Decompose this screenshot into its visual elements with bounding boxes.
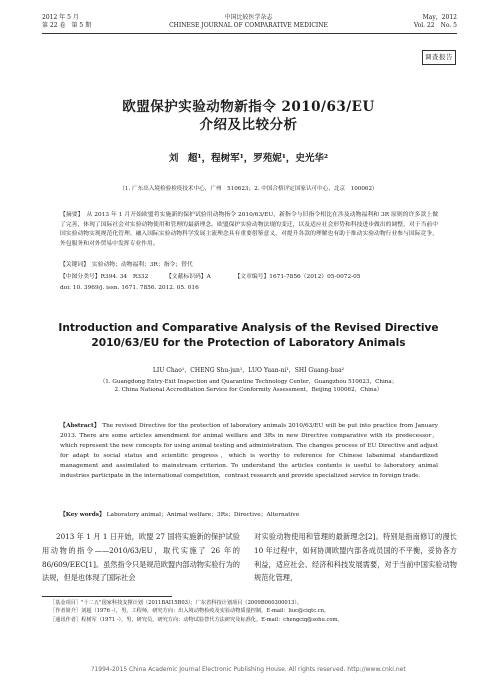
- keywords-cn: 【关键词】 实验动物；动物福利；3R；指令；替代: [60, 262, 193, 268]
- doc-value: A: [206, 274, 211, 280]
- abstract-en-label: 【Abstract】: [60, 423, 101, 429]
- abstract-en: [60, 421, 438, 481]
- footnote-rule: [42, 596, 172, 597]
- title-cn-line1: 欧盟保护实验动物新指令 2010/63/EU: [122, 99, 375, 115]
- affiliation-en-line2: 2. China National Accreditation Service for Conformity Assessment，Beijing 100062，China）: [114, 387, 383, 393]
- footnote-author: ［作者简介］刘超（1976 -），男，工程师，研究方向：出入境动物检疫及实验动物质量控制，E-mail：liuc@ciqtc.cn。: [50, 608, 330, 615]
- report-type-badge: 调查报告: [422, 50, 456, 65]
- footnote-corresponding: ［通讯作者］程树军（1971 -），男，研究员，研究方向：动物试验替代方法研究及标准化。E-mail：chengciq@sohu.com。: [50, 616, 343, 623]
- title-cn-line2: 介绍及比较分析: [199, 117, 298, 133]
- header-volume-en: Vol. 22 No. 5: [413, 22, 457, 29]
- class-label: 【中图分类号】: [60, 274, 101, 280]
- doi: doi: 10. 3969/j. issn. 1671. 7856. 2012. 05. 016: [60, 285, 199, 291]
- class-value: R394. 34 R332: [100, 274, 149, 280]
- header-right: [414, 14, 457, 30]
- keywords-en: [60, 511, 438, 521]
- header-date: 2012 年 5 月: [42, 14, 79, 21]
- title-en-line2: 2010/63/EU for the Protection of Laboratory Animals: [91, 337, 406, 349]
- header-rule: [42, 33, 457, 34]
- header-date-en: May，2012: [422, 14, 457, 21]
- body-column-right: 对实验动物使用和管理的最新理念[2]。特别是指南修订的漫长 10 年过程中，如何协调欧盟内部各成员国的不平衡，妥协各方利益，适应社会、经济和科技发展需要，对于当前中国实验动物规范化管理，: [254, 532, 457, 583]
- keywords-en-label: 【Key words】: [60, 512, 105, 518]
- article-label: 【文章编号】: [234, 274, 270, 280]
- affiliation-en-line1: （1. Guangdong Entry-Exit Inspection and Quarantine Technology Center，Guangzhou 510623，China；: [99, 379, 398, 385]
- article-value: 1671-7856（2012）05-0072-05: [269, 274, 361, 280]
- article-title-en: [0, 321, 497, 351]
- footnotes: [50, 599, 455, 624]
- keywords-en-text: Laboratory animal；Animal welfare；3Rs；Directive；Alternative: [106, 512, 300, 518]
- abstract-en-text: The revised Directive for the protection of laboratory animals 2010/63/EU will be put into practice from January 2013. There are some articles amendment for animal welfare and 3Rs in new Directive comparative with its predecessor，which represent the new concepts for using animal testing and administration. The changes process of EU Directive and adjust for adapt to social status and scientific progress，which is worthy to reference for Chinese labanimal standardized management and assimilated to mainstream criterion. To understand the articles contents is useful to laboratory animal industries participate in the international competition，contrast research and provide specialized service in foreign trade.: [60, 423, 438, 479]
- authors-cn: 刘 超¹，程树军¹，罗苑妮¹，史光华²: [168, 153, 329, 164]
- abstract-cn: 【摘要】 从 2013 年 1 月开始欧盟将实施新的保护试验用动物指令 2010/63/EU，新指令与旧指令相比在涉及动物福利和 3R 原则的许多款上做了完善，体现了国际社会对实验动物使用和管理的最新理念。欧盟保护实验动物法规的变迁，以及适应社会形势和科技进步做出的调整，对于当前中国实验动物实现规范化管理、融入国际实验动物科学发展主流理念具有重要借鉴意义，对提升各款的理解也有助于推动实验动物行业参与国际竞争，外包服务和对外贸易中发挥专业作用。: [60, 212, 438, 247]
- copyright-footer: ?1994-2015 China Academic Journal Electronic Publishing House. All rights reserved. http://www.cnki.net: [91, 666, 406, 673]
- affiliation-cn: （1. 广东出入境检验检疫技术中心，广州 510623；2. 中国合格评定国家认可中心，北京 100062）: [119, 186, 378, 192]
- classification-line: [60, 273, 438, 283]
- header-volume: 第 22 卷 第 5 期: [42, 22, 92, 29]
- journal-name-en: CHINESE JOURNAL OF COMPARATIVE MEDICINE: [169, 22, 328, 29]
- footnote-funding: ［基金项目］"十二五"国家科技支撑计划（2011BAI15B03）；广东省科技计划项目（2009B060300013）。: [50, 600, 303, 606]
- journal-name-cn: 中国比较医学杂志: [224, 14, 273, 21]
- title-en-line1: Introduction and Comparative Analysis of the Revised Directive: [58, 322, 439, 334]
- doc-label: 【文献标识码】: [166, 274, 207, 280]
- affiliation-en: [0, 378, 497, 394]
- body-column-left: 2013 年 1 月 1 日开始，欧盟 27 国将实施新的保护试验用动物的指令——2010/63/EU，取代实施了 26 年的 86/609/EEC[1]。虽然指令只是规范欧盟内部动物实验行为的法规，但是也体现了国际社会: [42, 532, 240, 583]
- article-title-cn: [0, 98, 497, 134]
- authors-en: LIU Chao¹，CHENG Shu-jun¹，LUO Yuan-ni¹，SHI Guang-hua²: [152, 367, 345, 374]
